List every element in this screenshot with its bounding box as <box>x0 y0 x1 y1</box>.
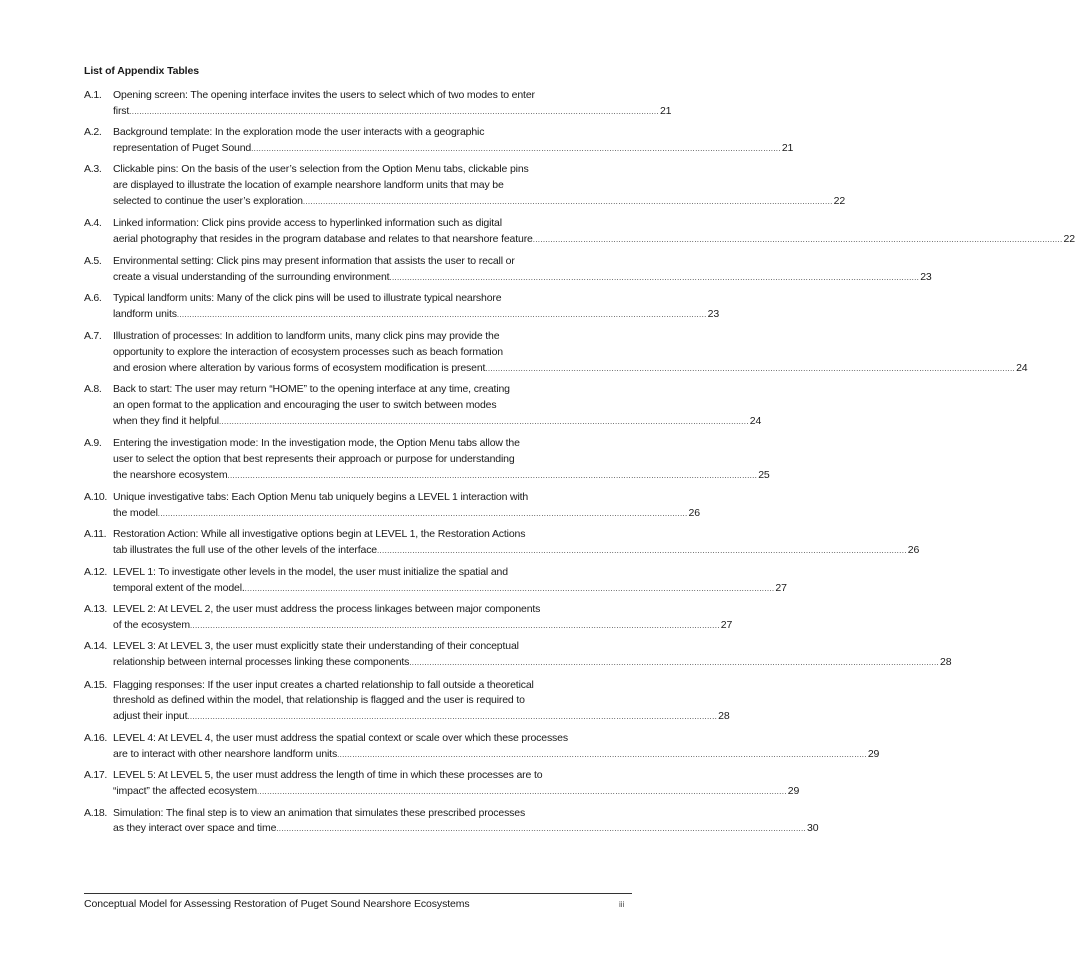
entry-number: A.4. <box>84 217 102 230</box>
caption-line: Linked information: Click pins provide access to hyperlinked information such as digital <box>113 217 502 230</box>
caption-line: representation of Puget Sound <box>113 141 252 154</box>
entry-caption <box>113 731 880 763</box>
caption-last-line <box>113 361 1028 377</box>
entry-number: A.11. <box>84 528 107 541</box>
caption-last-line <box>113 141 794 157</box>
entry-caption <box>113 382 762 429</box>
dot-leader: .................................................................................................................................................................................................................. <box>532 234 1063 244</box>
entry-number: A.3. <box>84 163 102 176</box>
toc-entry[interactable] <box>84 639 952 671</box>
entry-page-number: 29 <box>867 748 880 761</box>
entry-caption <box>113 125 794 157</box>
entry-number: A.17. <box>84 769 108 782</box>
toc-entry[interactable] <box>84 565 787 597</box>
entry-caption <box>113 527 920 559</box>
dot-leader: .................................................................................................................................................................................................................. <box>256 787 787 797</box>
caption-line: the nearshore ecosystem <box>113 468 228 481</box>
caption-line: Simulation: The final step is to view an animation that simulates these prescribed processes <box>113 806 526 819</box>
caption-line: landform units <box>113 308 177 321</box>
dot-leader: .................................................................................................................................................................................................................. <box>219 416 749 426</box>
caption-line: aerial photography that resides in the program database and relates to that nearshore feature <box>113 232 533 245</box>
entry-number: A.9. <box>84 437 102 450</box>
dot-leader: .................................................................................................................................................................................................................. <box>227 470 758 480</box>
caption-line: first <box>113 104 130 117</box>
dot-leader: .................................................................................................................................................................................................................. <box>129 106 659 116</box>
toc-entry[interactable] <box>84 216 1075 248</box>
caption-line: user to select the option that best represents their approach or purpose for understanding <box>113 452 515 465</box>
dot-leader: .................................................................................................................................................................................................................. <box>389 272 920 282</box>
entry-number: A.13. <box>84 603 108 616</box>
entry-caption <box>113 678 730 725</box>
caption-line: Entering the investigation mode: In the investigation mode, the Option Menu tabs allow the <box>113 437 520 450</box>
entry-page-number: 21 <box>781 141 794 154</box>
entry-caption <box>113 806 819 838</box>
entry-number: A.5. <box>84 255 102 268</box>
caption-line: Back to start: The user may return “HOME” to the opening interface at any time, creating <box>113 383 510 396</box>
caption-line: Illustration of processes: In addition to landform units, many click pins may provide the <box>113 330 500 343</box>
entry-page-number: 28 <box>718 710 730 723</box>
dot-leader: .................................................................................................................................................................................................................. <box>409 658 940 668</box>
toc-entry[interactable] <box>84 678 730 725</box>
caption-last-line <box>113 104 672 120</box>
dot-leader: .................................................................................................................................................................................................................. <box>244 584 775 594</box>
entry-page-number: 30 <box>807 822 819 835</box>
toc-entry[interactable] <box>84 382 762 429</box>
dot-leader: .................................................................................................................................................................................................................. <box>337 750 867 760</box>
caption-last-line <box>113 270 932 286</box>
section-heading: List of Appendix Tables <box>84 65 199 77</box>
caption-line: temporal extent of the model. <box>113 582 245 595</box>
caption-line: threshold as defined within the model, that relationship is flagged and the user is required to <box>113 694 525 707</box>
entry-caption <box>113 565 787 597</box>
entry-page-number: 23 <box>920 270 932 283</box>
dot-leader: .................................................................................................................................................................................................................. <box>176 310 707 320</box>
toc-entry[interactable] <box>84 162 846 209</box>
caption-line: as they interact over space and time <box>113 822 277 835</box>
caption-line: relationship between internal processes linking these components <box>113 656 410 669</box>
caption-last-line <box>113 468 770 484</box>
entry-page-number: 25 <box>758 468 770 481</box>
entry-caption <box>113 216 1075 248</box>
caption-line: create a visual understanding of the surrounding environment <box>113 270 390 283</box>
toc-entry[interactable] <box>84 806 819 838</box>
entry-number: A.8. <box>84 383 102 396</box>
entry-caption <box>113 254 932 286</box>
caption-line: Flagging responses: If the user input creates a charted relationship to fall outside a theoretical <box>113 678 534 691</box>
footer-divider <box>84 893 632 894</box>
caption-line: LEVEL 3: At LEVEL 3, the user must explicitly state their understanding of their conceptual <box>113 640 519 653</box>
caption-line: LEVEL 4: At LEVEL 4, the user must address the spatial context or scale over which these processes <box>113 732 568 745</box>
caption-line: Opening screen: The opening interface invites the users to select which of two modes to enter <box>113 89 535 101</box>
caption-line: LEVEL 5: At LEVEL 5, the user must address the length of time in which these processes are to <box>113 769 543 782</box>
dot-leader: .................................................................................................................................................................................................................. <box>377 545 907 555</box>
dot-leader: .................................................................................................................................................................................................................. <box>302 196 833 206</box>
caption-last-line <box>113 581 787 597</box>
caption-line: of the ecosystem <box>113 619 190 632</box>
entry-number: A.12. <box>84 566 108 579</box>
entry-number: A.18. <box>84 806 108 819</box>
caption-last-line <box>113 821 819 837</box>
footer-title: Conceptual Model for Assessing Restoration of Puget Sound Nearshore Ecosystems <box>84 898 470 910</box>
caption-line: Typical landform units: Many of the click pins will be used to illustrate typical nearshore <box>113 292 502 305</box>
entry-page-number: 27 <box>720 619 733 632</box>
caption-last-line <box>113 784 800 800</box>
caption-line: Environmental setting: Click pins may present information that assists the user to recall or <box>113 255 515 268</box>
caption-last-line <box>113 709 730 725</box>
caption-last-line <box>113 307 720 323</box>
footer-page-number: iii <box>619 900 625 909</box>
entry-page-number: 24 <box>1016 361 1028 374</box>
entry-page-number: 29 <box>787 785 800 798</box>
entry-caption <box>113 639 952 671</box>
caption-last-line <box>113 618 733 634</box>
toc-entry[interactable] <box>84 731 880 763</box>
entry-page-number: 27 <box>775 582 787 595</box>
toc-entry[interactable] <box>84 254 932 286</box>
entry-caption <box>113 88 672 120</box>
dot-leader: .................................................................................................................................................................................................................. <box>251 143 781 153</box>
entry-page-number: 22 <box>833 194 846 207</box>
toc-entry[interactable] <box>84 602 733 634</box>
entry-number: A.1. <box>84 89 102 101</box>
entry-caption <box>113 602 733 634</box>
caption-line: an open format to the application and encouraging the user to switch between modes <box>113 399 497 412</box>
dot-leader: .................................................................................................................................................................................................................. <box>157 508 688 518</box>
entry-number: A.7. <box>84 330 102 343</box>
caption-line: the model <box>113 506 158 519</box>
toc-entry[interactable] <box>84 527 920 559</box>
caption-line: Clickable pins: On the basis of the user’s selection from the Option Menu tabs, clickable pins <box>113 163 529 176</box>
caption-line: Background template: In the exploration mode the user interacts with a geographic <box>113 126 485 139</box>
caption-line: opportunity to explore the interaction of ecosystem processes such as beach formation <box>113 346 503 359</box>
toc-entry[interactable] <box>84 88 672 120</box>
caption-line: when they find it helpful <box>113 414 219 427</box>
entry-caption <box>113 436 770 483</box>
entry-page-number: 28 <box>940 656 952 669</box>
dot-leader: .................................................................................................................................................................................................................. <box>189 621 720 631</box>
dot-leader: .................................................................................................................................................................................................................. <box>187 712 718 722</box>
entry-number: A.10. <box>84 491 108 504</box>
toc-entry[interactable] <box>84 125 794 157</box>
entry-page-number: 23 <box>707 308 720 321</box>
entry-page-number: 21 <box>659 104 672 117</box>
entry-number: A.2. <box>84 126 102 139</box>
entry-page-number: 26 <box>907 543 920 556</box>
entry-caption <box>113 162 846 209</box>
toc-entry[interactable] <box>84 291 720 323</box>
caption-last-line <box>113 414 762 430</box>
entry-number: A.16. <box>84 732 108 745</box>
toc-entry[interactable] <box>84 436 770 483</box>
caption-line: LEVEL 1: To investigate other levels in the model, the user must initialize the spatial and <box>113 566 508 579</box>
caption-line: are displayed to illustrate the location of example nearshore landform units that may be <box>113 178 504 191</box>
entry-caption <box>113 768 800 800</box>
entry-page-number: 24 <box>749 414 762 427</box>
caption-line: and erosion where alteration by various forms of ecosystem modification is present <box>113 361 486 374</box>
entry-number: A.14. <box>84 640 108 653</box>
toc-entry[interactable] <box>84 490 700 522</box>
toc-entry[interactable] <box>84 329 1028 376</box>
dot-leader: .................................................................................................................................................................................................................. <box>485 363 1016 373</box>
caption-last-line <box>113 655 952 671</box>
caption-line: LEVEL 2: At LEVEL 2, the user must address the process linkages between major components <box>113 603 541 616</box>
caption-last-line <box>113 747 880 763</box>
toc-list <box>84 88 1075 837</box>
caption-line: selected to continue the user’s exploration <box>113 194 303 207</box>
dot-leader: .................................................................................................................................................................................................................. <box>276 824 807 834</box>
caption-last-line <box>113 543 920 559</box>
caption-last-line <box>113 194 846 210</box>
caption-line: adjust their input <box>113 710 188 723</box>
entry-number: A.15. <box>84 678 108 691</box>
entry-caption <box>113 329 1028 376</box>
entry-caption <box>113 490 700 522</box>
entry-caption <box>113 291 720 323</box>
caption-line: are to interact with other nearshore landform units <box>113 748 338 761</box>
caption-line: tab illustrates the full use of the other levels of the interface <box>113 543 377 556</box>
entry-page-number: 26 <box>688 506 700 519</box>
caption-line: Restoration Action: While all investigative options begin at LEVEL 1, the Restoration Actions <box>113 528 526 541</box>
caption-last-line <box>113 232 1075 248</box>
caption-line: Unique investigative tabs: Each Option Menu tab uniquely begins a LEVEL 1 interaction with <box>113 491 529 504</box>
entry-page-number: 22 <box>1063 232 1075 245</box>
toc-entry[interactable] <box>84 768 800 800</box>
caption-last-line <box>113 506 700 522</box>
caption-line: “impact” the affected ecosystem <box>113 785 257 798</box>
entry-number: A.6. <box>84 292 102 305</box>
